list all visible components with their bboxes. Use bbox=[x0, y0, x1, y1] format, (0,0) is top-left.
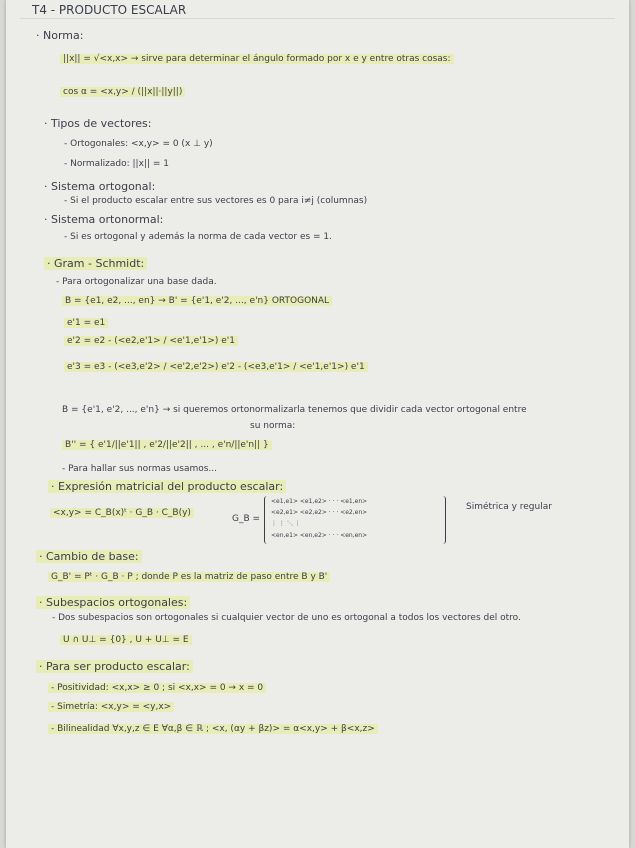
matrix-row: <e1,e1> <e1,e2> · · · <e1,en> bbox=[271, 498, 368, 505]
tipos-ortogonales: - Ortogonales: <x,y> = 0 (x ⊥ y) bbox=[64, 139, 213, 149]
expresion-formula: <x,y> = C_B(x)ᵗ · G_B · C_B(y) bbox=[50, 508, 194, 518]
gb-label: G_B = bbox=[232, 514, 261, 524]
page-rule bbox=[20, 18, 615, 19]
cos-formula: cos α = <x,y> / (||x||·||y||) bbox=[60, 87, 185, 97]
section-expresion-matricial: · Expresión matricial del producto escalar: bbox=[48, 480, 286, 493]
subespacios-text: - Dos subespacios son ortogonales si cualquier vector de uno es ortogonal a todos los vectores del otro. bbox=[52, 613, 521, 623]
sistema-ortogonal-text: - Si el producto escalar entre sus vectores es 0 para i≠j (columnas) bbox=[64, 196, 368, 206]
prop-simetria: - Simetría: <x,y> = <y,x> bbox=[48, 702, 174, 712]
norma-formula: ||x|| = √<x,x> → sirve para determinar el ángulo formado por x e y entre otras cosas: bbox=[60, 54, 454, 64]
sistema-ortonormal-text: - Si es ortogonal y además la norma de cada vector es = 1. bbox=[64, 232, 333, 242]
section-cambio-base: · Cambio de base: bbox=[36, 550, 142, 563]
simetrica-note: Simétrica y regular bbox=[466, 502, 552, 512]
gram-e2: e'2 = e2 - (<e2,e'1> / <e'1,e'1>) e'1 bbox=[64, 336, 238, 346]
page-title: T4 - PRODUCTO ESCALAR bbox=[32, 3, 187, 17]
cambio-base-formula: G_B' = Pᵗ · G_B · P ; donde P es la matriz de paso entre B y B' bbox=[48, 572, 330, 582]
notebook-page bbox=[6, 0, 629, 848]
section-producto-escalar: · Para ser producto escalar: bbox=[36, 660, 193, 673]
gram-matrix bbox=[264, 496, 446, 544]
prop-positividad: - Positividad: <x,x> ≥ 0 ; si <x,x> = 0 → x = 0 bbox=[48, 683, 266, 693]
section-sistema-ortonormal: · Sistema ortonormal: bbox=[44, 213, 164, 226]
matrix-row: ⋮ ⋮ ⋱ ⋮ bbox=[271, 520, 301, 527]
normas-text: - Para hallar sus normas usamos... bbox=[62, 464, 217, 474]
ortonormalizar-text-2: su norma: bbox=[250, 421, 296, 431]
gram-e1: e'1 = e1 bbox=[64, 318, 108, 328]
section-tipos: · Tipos de vectores: bbox=[44, 117, 152, 130]
matrix-row: <e2,e1> <e2,e2> · · · <e2,en> bbox=[271, 509, 368, 516]
section-sistema-ortogonal: · Sistema ortogonal: bbox=[44, 180, 156, 193]
matrix-row: <en,e1> <en,e2> · · · <en,en> bbox=[271, 532, 368, 539]
section-subespacios: · Subespacios ortogonales: bbox=[36, 596, 190, 609]
gram-e3: e'3 = e3 - (<e3,e'2> / <e'2,e'2>) e'2 - (<e3,e'1> / <e'1,e'1>) e'1 bbox=[64, 362, 368, 372]
ortonormalizar-text: B = {e'1, e'2, ..., e'n} → si queremos ortonormalizarla tenemos que dividir cada vector ortogonal entre bbox=[62, 405, 527, 415]
gram-text: - Para ortogonalizar una base dada. bbox=[56, 277, 217, 287]
ortonormal-base: B'' = { e'1/||e'1|| , e'2/||e'2|| , ... , e'n/||e'n|| } bbox=[62, 440, 272, 450]
gram-base: B = {e1, e2, ..., en} → B' = {e'1, e'2, ..., e'n} ORTOGONAL bbox=[62, 296, 332, 306]
section-norma: · Norma: bbox=[36, 29, 84, 42]
tipos-normalizado: - Normalizado: ||x|| = 1 bbox=[64, 159, 169, 169]
section-gram-schmidt: · Gram - Schmidt: bbox=[44, 257, 147, 270]
prop-bilinealidad: - Bilinealidad ∀x,y,z ∈ E ∀α,β ∈ ℝ ; <x, (αy + βz)> = α<x,y> + β<x,z> bbox=[48, 724, 378, 734]
subespacios-formula: U ∩ U⊥ = {0} , U + U⊥ = E bbox=[60, 635, 192, 645]
